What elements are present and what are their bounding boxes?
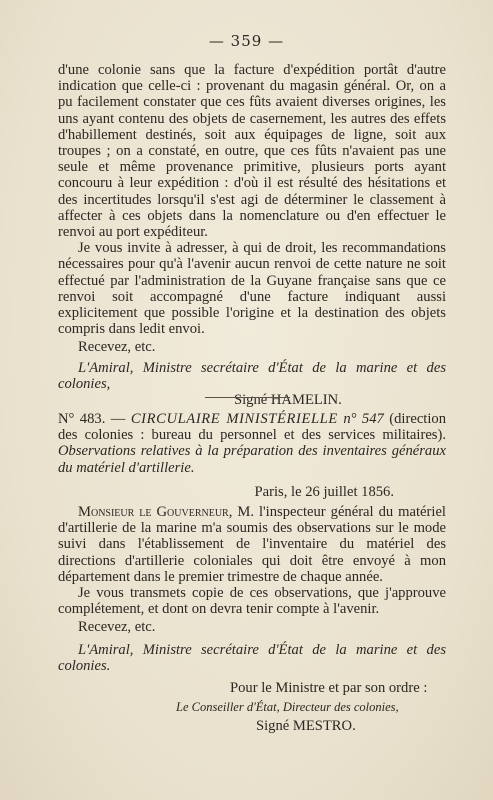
letter1-signatory-title: L'Amiral, Ministre secrétaire d'État de la marine et des colonies, (58, 359, 446, 392)
page-number: — 359 — (208, 32, 285, 50)
letter-continuation (58, 62, 446, 408)
circular-date: Paris, le 26 juillet 1856. (254, 483, 394, 500)
circular-signature: Signé MESTRO. (256, 718, 356, 735)
circular-heading-rest: (direction des colonies : bureau du personnel et des services militaires). (58, 411, 446, 444)
circular-closing: Recevez, etc. (78, 619, 156, 636)
circular-by-order: Pour le Ministre et par son ordre : (230, 680, 428, 697)
letter1-paragraph-1: d'une colonie sans que la facture d'expédition portât d'autre indication que celle-ci : provenant du magasin général. Or, on a pu facilement constater que ces fûts avaient diverses origines, les uns ayant contenu des objets de casernement, les autres des effets d'habillement destinés, soit aux équipages de ligne, soit aux troupes ; on a constaté, en outre, que ces fûts n'avaient pas une seule et même provenance primitive, plusieurs ports ayant concouru à leur expédition : d'où il est résulté des hésitations et des incertitudes lorsqu'il s'est agi de déterminer le classement à affecter à ces objets dans la nomenclature ou d'en effectuer le renvoi au port expéditeur. (58, 62, 446, 241)
circular-number: N° 483. — (58, 411, 126, 427)
circular-paragraph-1 (58, 504, 446, 585)
circular-salutation: Monsieur le Gouverneur, (78, 504, 233, 521)
letter1-paragraph-2: Je vous invite à adresser, à qui de droit, les recommandations nécessaires pour qu'à l'avenir aucun renvoi de cette nature ne soit effectué par l'administration de la Guyane française sans que ce renvoi soit accompagné d'une facture indiquant aussi explicitement que possible l'origine et la destination des objets compris dans ledit envoi. (58, 240, 446, 338)
circular-heading (58, 411, 446, 476)
letter1-signature: Signé HAMELIN. (234, 392, 342, 409)
section-divider (205, 397, 290, 398)
circular-heading-number: n° 547 (343, 411, 384, 427)
circular-paragraph-2: Je vous transmets copie de ces observations, que j'approuve complétement, et dont on devra tenir compte à l'avenir. (58, 585, 446, 618)
circular-title: CIRCULAIRE MINISTÉRIELLE (130, 411, 338, 427)
circular-483 (58, 411, 446, 735)
circular-paragraph-1-text: M. l'inspecteur général du matériel d'artillerie de la marine m'a soumis des observations sur le mode suivi dans l'établissement de l'inventaire du matériel des directions d'artillerie coloniales qui doit être envoyé à mon département dans le premier trimestre de chaque année. (58, 504, 446, 585)
circular-subject: Observations relatives à la préparation des inventaires généraux du matériel d'artillerie. (58, 443, 446, 476)
circular-councillor: Le Conseiller d'État, Directeur des colonies, (176, 700, 399, 715)
circular-signatory-title: L'Amiral, Ministre secrétaire d'État de la marine et des colonies. (58, 641, 446, 674)
letter1-closing: Recevez, etc. (78, 339, 156, 356)
